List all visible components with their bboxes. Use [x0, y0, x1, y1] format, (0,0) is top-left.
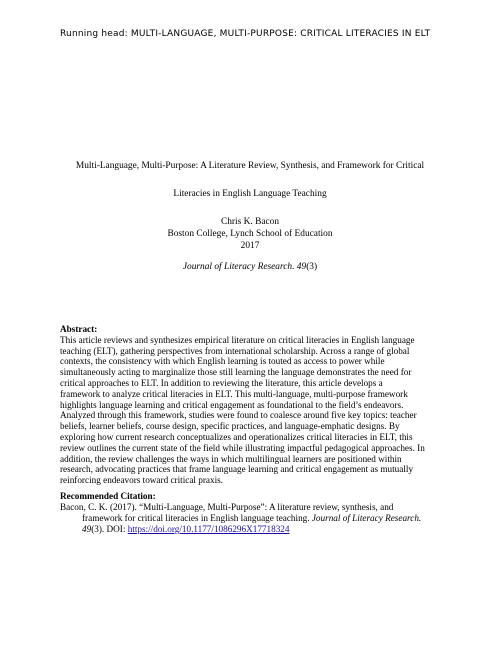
- abstract-heading: Abstract:: [60, 324, 98, 334]
- author-affiliation: Boston College, Lynch School of Education: [167, 229, 333, 240]
- running-head-label: Running head:: [60, 29, 128, 39]
- paper-title-line-2: Literacies in English Language Teaching: [173, 189, 327, 199]
- citation-heading: Recommended Citation:: [60, 491, 156, 501]
- citation-section: [60, 491, 425, 535]
- doi-link[interactable]: https://doi.org/10.1177/1086296X17718324: [127, 524, 290, 534]
- author-name: Chris K. Bacon: [220, 217, 280, 227]
- running-head: [60, 29, 480, 39]
- journal-name: Journal of Literacy Research. 49: [182, 262, 307, 272]
- publication-year: 2017: [240, 241, 260, 252]
- journal-reference: [55, 262, 445, 272]
- journal-issue: (3): [306, 262, 318, 272]
- paper-title: [55, 152, 445, 208]
- citation-journal: Journal of Literacy Research. 49: [82, 513, 422, 534]
- running-head-text: MULTI-LANGUAGE, MULTI-PURPOSE: CRITICAL LITERACIES IN ELT: [130, 29, 431, 39]
- abstract-body: This article reviews and synthesizes empirical literature on critical literacies in English language teaching (ELT), gathering perspectives from international scholarship. Across a range of global contexts, the consistency with which English learning is touted as access to power while simultaneously acting to marginalize those still learning the language demonstrates the need for critical approaches to ELT. In addition to reviewing the literature, this article develops a framework to analyze critical literacies in ELT. This multi-language, multi-purpose framework highlights language learning and critical engagement as foundational to the field’s endeavors. Analyzed through this framework, studies were found to coalesce around five key topics: teacher beliefs, learner beliefs, course design, specific practices, and language-emphatic designs. By exploring how current research conceptualizes and operationalizes critical literacies in ELT, this review outlines the current state of the field while illustrating impactful pedagogical approaches. In addition, the review challenges the ways in which multilingual learners are positioned within research, advocating practices that frame language learning and critical engagement as mutually reinforcing endeavors toward critical praxis.: [60, 334, 425, 486]
- citation-suffix: (3). DOI:: [91, 524, 128, 534]
- abstract-section: [60, 324, 425, 486]
- citation-text: [60, 502, 425, 535]
- citation-prefix: Bacon, C. K. (2017). “Multi-Language, Multi-Purpose”: A literature review, synthesis, and framework for critical literacies in English language teaching.: [60, 502, 394, 523]
- author-block: [55, 216, 445, 253]
- paper-title-line-1: Multi-Language, Multi-Purpose: A Literature Review, Synthesis, and Framework for Critical: [75, 161, 425, 171]
